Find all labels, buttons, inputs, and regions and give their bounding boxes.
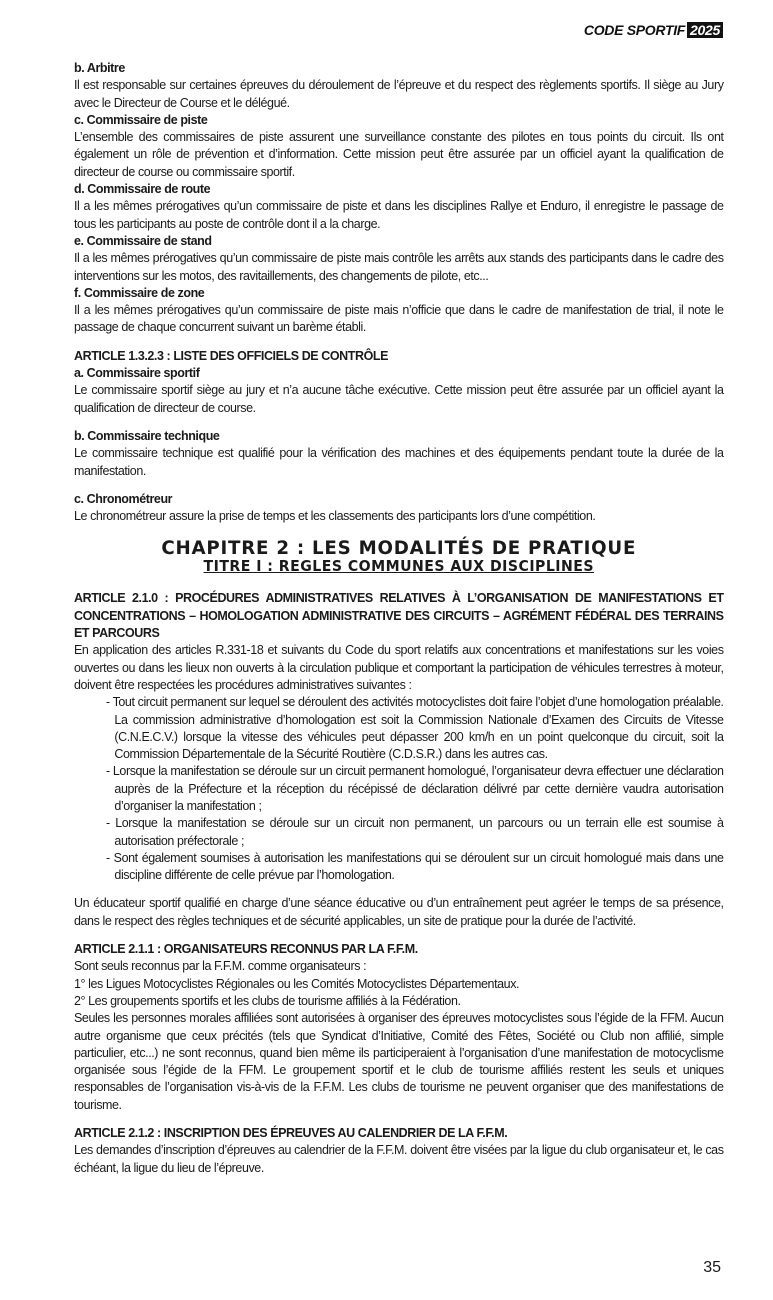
article-1323-b-title: b. Commissaire technique: [74, 427, 220, 443]
article-211-title: ARTICLE 2.1.1 : ORGANISATEURS RECONNUS PAR LA F.F.M.: [74, 941, 418, 957]
article-1323-b-text: Le commissaire technique est qualifié pour la vérification des machines et des équipements pendant toute la durée de la manifestation.: [74, 445, 724, 478]
chapter-subtitle: TITRE I : REGLES COMMUNES AUX DISCIPLINES: [203, 557, 595, 576]
article-211-line3: 2° Les groupements sportifs et les clubs de tourisme affiliés à la Fédération.: [74, 992, 461, 1008]
header-code-sportif: [584, 22, 723, 38]
header-code-label: CODE SPORTIF: [583, 22, 686, 38]
page-number: 35: [703, 1259, 721, 1276]
chapter-title: CHAPITRE 2 : LES MODALITÉS DE PRATIQUE: [161, 537, 637, 560]
section-title-commissaire-route: d. Commissaire de route: [74, 181, 211, 197]
section-title-commissaire-zone: f. Commissaire de zone: [74, 284, 205, 300]
article-1323-c-text: Le chronométreur assure la prise de temps et les classements des participants lors d’une compétition.: [74, 508, 596, 524]
section-title-commissaire-stand: e. Commissaire de stand: [74, 232, 212, 248]
section-title-arbitre: b. Arbitre: [74, 60, 125, 75]
section-text-commissaire-stand: Il a les mêmes prérogatives qu’un commissaire de piste mais contrôle les arrêts aux stands des participants dans le cadre des interventions sur les motos, des ravitaillements, des changements de pilote, etc...: [74, 250, 724, 283]
section-text-commissaire-route: Il a les mêmes prérogatives qu’un commissaire de piste et dans les disciplines Rallye et Enduro, il enregistre le passage de tous les participants au poste de contrôle dont il a la charge.: [74, 198, 724, 231]
article-1323-a-title: a. Commissaire sportif: [74, 365, 200, 381]
article-210-bullet-list: [74, 693, 724, 883]
document-body: [74, 59, 724, 1176]
article-1323-a-text: Le commissaire sportif siège au jury et n’a aucune tâche exécutive. Cette mission peut être assurée par un officiel ayant la qualification de directeur de course.: [74, 382, 724, 415]
article-210-title: ARTICLE 2.1.0 : PROCÉDURES ADMINISTRATIVES RELATIVES À L’ORGANISATION DE MANIFESTATIONS ET CONCENTRATIONS – HOMOLOGATION ADMINISTRATIVE DES CIRCUITS – AGRÉMENT FÉDÉRAL DES TERRAINS ET PARCOURS: [74, 590, 724, 641]
article-211-line1: Sont seuls reconnus par la F.F.M. comme organisateurs :: [74, 958, 367, 974]
list-item: - Sont également soumises à autorisation les manifestations qui se déroulent sur un circuit homologué mais dans une discipline différente de celle prévue par l’homologation.: [105, 849, 724, 883]
article-1323-c-title: c. Chronométreur: [74, 490, 173, 506]
article-211-text: Seules les personnes morales affiliées sont autorisées à organiser des épreuves motocyclistes sous l’égide de la FFM. Aucun autre organisme que ceux précités (tels que Syndicat d’Initiative, Comité des Fêtes, Société ou Club non affilié, simple particulier, etc...) ne sont reconnus, quand bien même ils participeraient à l’organisation d’une manifestation de motocyclisme organisée sous l’égide de la FFM. Le groupement sportif et le club de tourisme affiliés restent les seuls et uniques responsables de l’organisation vis-à-vis de la F.F.M. Les clubs de tourisme ne peuvent organiser que des manifestations de tourisme.: [74, 1010, 724, 1112]
list-item: - Lorsque la manifestation se déroule sur un circuit non permanent, un parcours ou un terrain elle est soumise à autorisation préfectorale ;: [105, 815, 724, 848]
article-212-title: ARTICLE 2.1.2 : INSCRIPTION DES ÉPREUVES AU CALENDRIER DE LA F.F.M.: [74, 1125, 508, 1141]
article-210-closing: Un éducateur sportif qualifié en charge d’une séance éducative ou d’un entraînement peut agréer le temps de sa présence, dans le respect des règles techniques et de sécurité applicables, un site de pratique pour la durée de l’activité.: [74, 895, 724, 928]
list-item: - Lorsque la manifestation se déroule sur un circuit permanent homologué, l’organisateur devra effectuer une déclaration auprès de la Préfecture et la réception du récépissé de déclaration délivré par cette dernière vaudra autorisation d’organiser la manifestation ;: [105, 763, 724, 813]
article-212-text: Les demandes d’inscription d’épreuves au calendrier de la F.F.M. doivent être visées par la ligue du club organisateur et, le cas échéant, la ligue du lieu de l’épreuve.: [74, 1142, 724, 1175]
section-text-arbitre: Il est responsable sur certaines épreuves du déroulement de l’épreuve et du respect des règlements sportifs. Il siège au Jury avec le Directeur de Course et le délégué.: [74, 77, 724, 110]
article-210-intro: En application des articles R.331-18 et suivants du Code du sport relatifs aux concentrations et manifestations sur les voies ouvertes ou dans les lieux non ouverts à la circulation publique et comportant la participation de véhicules terrestres à moteur, doivent être respectées les procédures administratives suivantes :: [74, 642, 724, 692]
section-title-commissaire-piste: c. Commissaire de piste: [74, 111, 208, 127]
header-year-badge: 2025: [687, 22, 723, 38]
section-text-commissaire-piste: L’ensemble des commissaires de piste assurent une surveillance constante des pilotes en tous points du circuit. Ils ont également un rôle de prévention et d’information. Cette mission peut être assurée par un officiel ayant la qualification de directeur de course ou commissaire sportif.: [74, 129, 724, 179]
article-1323-title: ARTICLE 1.3.2.3 : LISTE DES OFFICIELS DE CONTRÔLE: [74, 347, 389, 363]
list-item: - Tout circuit permanent sur lequel se déroulent des activités motocyclistes doit faire l’objet d’une homologation préalable. La commission administrative d’homologation est soit la Commission Nationale d’Examen des Circuits de Vitesse (C.N.E.C.V.) lorsque la vitesse des véhicules peut dépasser 200 km/h en un point quelconque du circuit, soit la Commission Départementale de la Sécurité Routière (C.D.S.R.) dans les autres cas.: [105, 694, 724, 762]
section-text-commissaire-zone: Il a les mêmes prérogatives qu’un commissaire de piste mais n’officie que dans le cadre de manifestation de trial, il note le passage de chaque concurrent suivant un barème établi.: [74, 302, 724, 335]
article-211-line2: 1° les Ligues Motocyclistes Régionales ou les Comités Motocyclistes Départementaux.: [74, 975, 520, 991]
